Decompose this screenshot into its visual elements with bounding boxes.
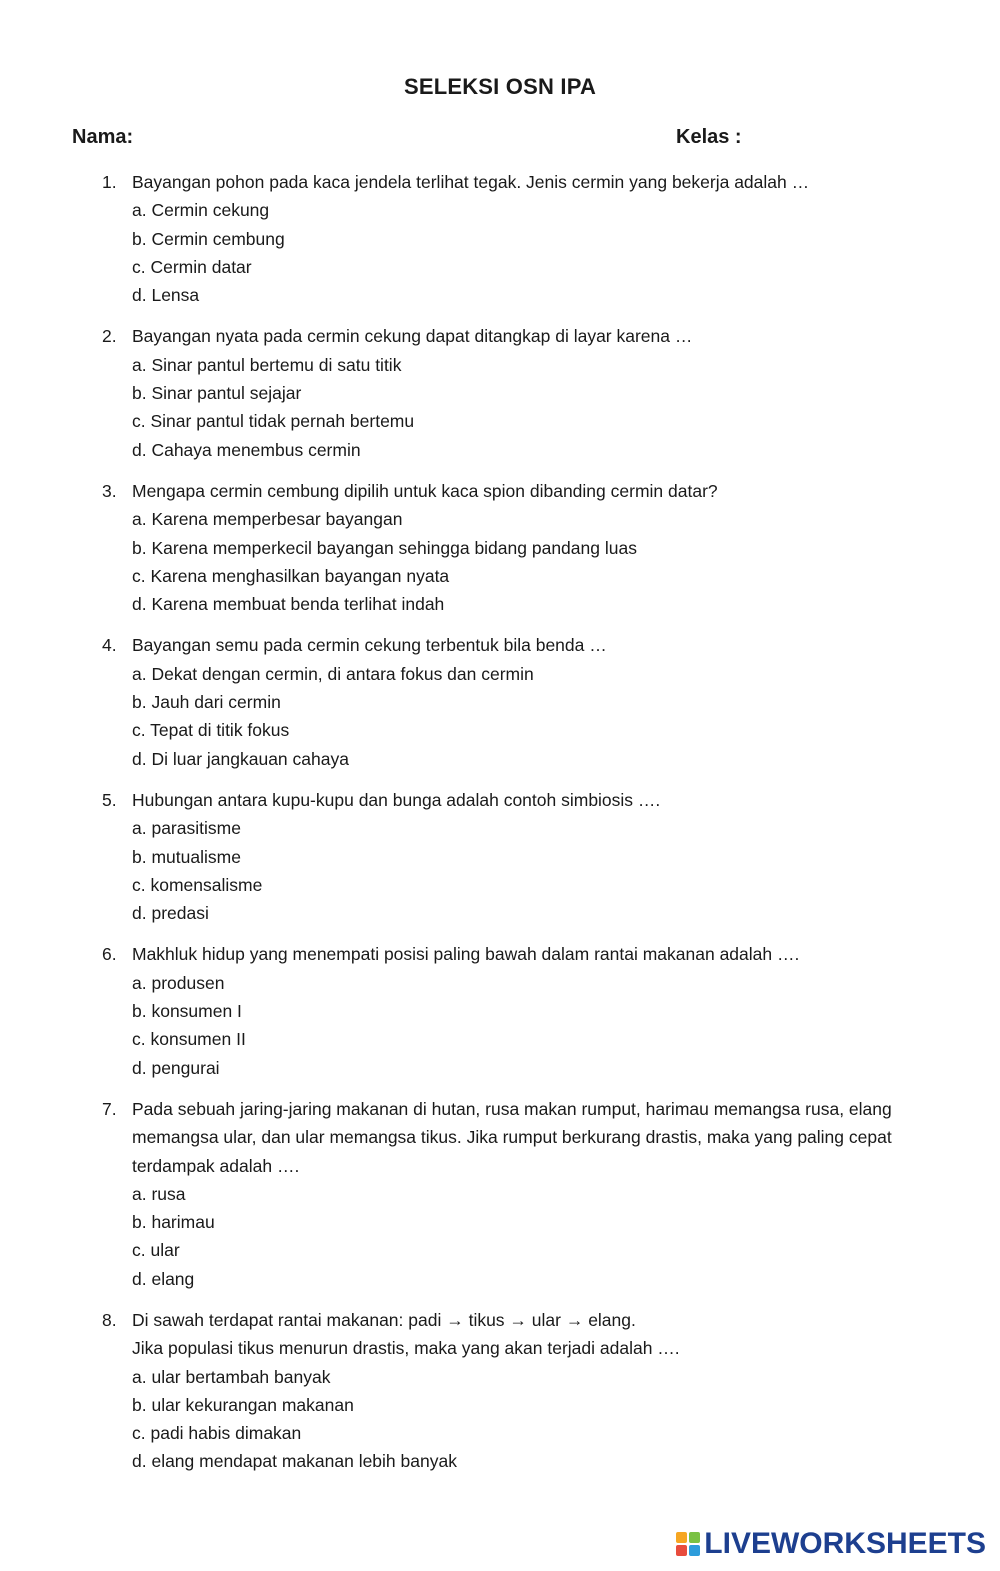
question-body	[132, 322, 932, 463]
logo-square-3	[676, 1545, 687, 1556]
nama-label: Nama:	[72, 126, 134, 148]
question-text: Mengapa cermin cembung dipilih untuk kaca spion dibanding cermin datar?	[132, 480, 718, 501]
answer-option-a: a. Cermin cekung	[132, 200, 270, 221]
answer-option-b: b. Cermin cembung	[132, 228, 285, 249]
question-5	[0, 786, 1000, 927]
answer-option-c: c. Tepat di titik fokus	[132, 720, 290, 741]
question-8	[0, 1306, 1000, 1476]
question-text: memangsa ular, dan ular memangsa tikus. Jika rumput berkurang drastis, maka yang paling cepat	[132, 1127, 892, 1148]
question-4	[0, 631, 1000, 772]
answer-option-c: c. padi habis dimakan	[132, 1423, 302, 1444]
answer-option-d: d. Di luar jangkauan cahaya	[132, 748, 349, 769]
question-text: Pada sebuah jaring-jaring makanan di hutan, rusa makan rumput, harimau memangsa rusa, elang	[132, 1098, 892, 1119]
answer-option-b: b. Jauh dari cermin	[132, 692, 281, 713]
answer-option-b: b. ular kekurangan makanan	[132, 1394, 354, 1415]
logo-square-1	[676, 1532, 687, 1543]
question-number: 5.	[102, 789, 117, 810]
answer-option-d: d. elang	[132, 1268, 195, 1289]
question-number: 4.	[102, 635, 117, 656]
page-title: SELEKSI OSN IPA	[403, 74, 597, 99]
answer-option-a: a. rusa	[132, 1183, 186, 1204]
question-3	[0, 477, 1000, 618]
question-text: Makhluk hidup yang menempati posisi paling bawah dalam rantai makanan adalah ….	[132, 944, 800, 965]
answer-option-b: b. mutualisme	[132, 846, 241, 867]
logo-square-2	[689, 1532, 700, 1543]
answer-option-d: d. pengurai	[132, 1057, 220, 1078]
question-text: Di sawah terdapat rantai makanan: padi → tikus → ular → elang.	[132, 1309, 636, 1330]
question-text: Bayangan nyata pada cermin cekung dapat ditangkap di layar karena …	[132, 326, 693, 347]
question-text: terdampak adalah ….	[132, 1155, 300, 1176]
question-body	[132, 786, 932, 927]
question-2	[0, 322, 1000, 463]
question-number: 2.	[102, 326, 117, 347]
question-number: 3.	[102, 480, 117, 501]
logo-square-4	[689, 1545, 700, 1556]
question-body	[132, 940, 932, 1081]
question-7	[0, 1095, 1000, 1293]
question-text: Hubungan antara kupu-kupu dan bunga adalah contoh simbiosis ….	[132, 789, 661, 810]
answer-option-a: a. Karena memperbesar bayangan	[132, 509, 403, 530]
answer-option-c: c. konsumen II	[132, 1029, 246, 1050]
question-1	[0, 168, 1000, 309]
answer-option-c: c. Cermin datar	[132, 256, 252, 277]
question-body	[132, 477, 932, 618]
answer-option-a: a. produsen	[132, 972, 225, 993]
question-text: Bayangan semu pada cermin cekung terbentuk bila benda …	[132, 635, 607, 656]
answer-option-b: b. Karena memperkecil bayangan sehingga bidang pandang luas	[132, 537, 637, 558]
answer-option-d: d. elang mendapat makanan lebih banyak	[132, 1451, 457, 1472]
question-body	[132, 1095, 932, 1293]
question-body	[132, 168, 932, 309]
question-number: 1.	[102, 172, 117, 192]
answer-option-b: b. Sinar pantul sejajar	[132, 383, 302, 404]
answer-option-d: d. Cahaya menembus cermin	[132, 439, 361, 460]
question-text: Jika populasi tikus menurun drastis, maka yang akan terjadi adalah ….	[132, 1338, 680, 1359]
answer-option-b: b. harimau	[132, 1212, 215, 1233]
question-body	[132, 631, 932, 772]
answer-option-a: a. Sinar pantul bertemu di satu titik	[132, 354, 402, 375]
question-text: Bayangan pohon pada kaca jendela terlihat tegak. Jenis cermin yang bekerja adalah …	[132, 172, 810, 192]
question-6	[0, 940, 1000, 1081]
answer-option-c: c. ular	[132, 1240, 180, 1261]
question-body	[132, 1306, 932, 1476]
answer-option-a: a. Dekat dengan cermin, di antara fokus dan cermin	[132, 663, 534, 684]
answer-option-d: d. Lensa	[132, 285, 200, 306]
answer-option-a: a. ular bertambah banyak	[132, 1366, 331, 1387]
answer-option-c: c. komensalisme	[132, 874, 263, 895]
question-number: 6.	[102, 944, 117, 965]
liveworksheets-logo	[676, 1524, 986, 1564]
answer-option-b: b. konsumen I	[132, 1001, 242, 1022]
answer-option-a: a. parasitisme	[132, 818, 241, 839]
logo-text: LIVEWORKSHEETS	[704, 1527, 986, 1560]
kelas-label: Kelas :	[676, 126, 742, 148]
answer-option-c: c. Karena menghasilkan bayangan nyata	[132, 565, 450, 586]
question-list	[0, 168, 1000, 1489]
question-number: 8.	[102, 1309, 117, 1330]
question-number: 7.	[102, 1098, 117, 1119]
answer-option-c: c. Sinar pantul tidak pernah bertemu	[132, 411, 415, 432]
liveworksheets-logo-icon	[676, 1532, 700, 1556]
answer-option-d: d. predasi	[132, 903, 209, 924]
answer-option-d: d. Karena membuat benda terlihat indah	[132, 594, 445, 615]
